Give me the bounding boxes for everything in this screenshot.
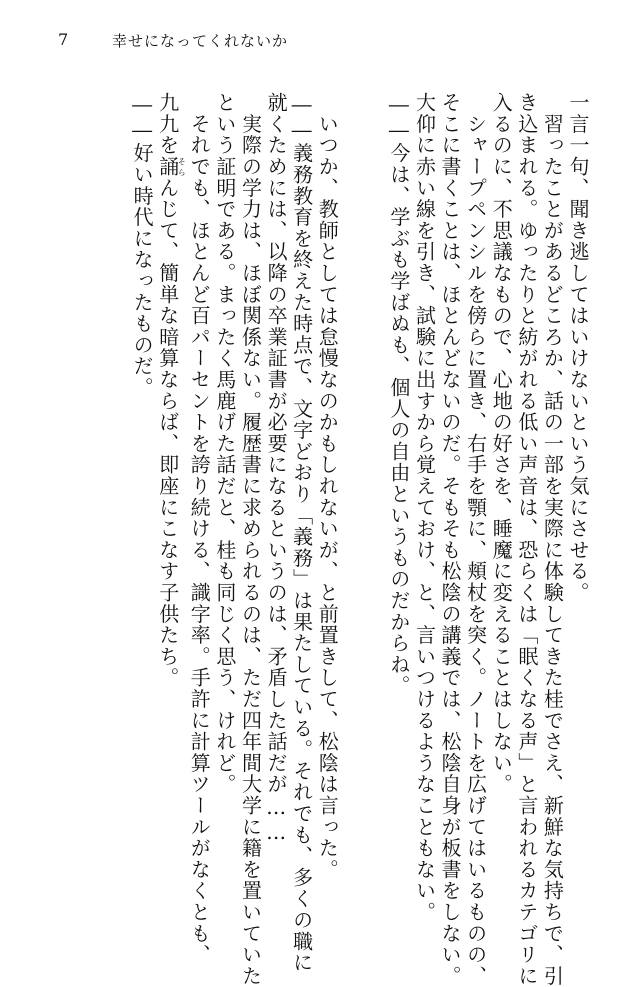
text-column: それでも、ほとんど百パーセントを誇り続ける、識字率。手許に計算ツールがなくとも、 xyxy=(187,92,212,966)
text-fragment: 九九を xyxy=(155,92,180,156)
ruby-reading: そら xyxy=(177,155,187,178)
vertical-text-body xyxy=(129,92,591,987)
text-fragment: んじて、簡単な暗算ならば、即座にこなす子供たち。 xyxy=(155,177,180,689)
text-column xyxy=(154,92,186,872)
text-column: 大仰に赤い線を引き、試験に出すから覚えておけ、と、言いつけるようなこともない。 xyxy=(412,92,437,923)
page-number: 7 xyxy=(58,30,69,49)
text-column: シャープペンシルを傍らに置き、右手を顎に、頬杖を突く。ノートを広げてはいるものの、 xyxy=(463,92,488,987)
text-column: 入るのに、不思議なもので、心地の好さを、睡魔に変えることはしない。 xyxy=(489,92,514,795)
text-column: ――今は、学ぶも学ばぬも、個人の自由というものだからね。 xyxy=(386,92,411,697)
text-column: 一言一句、聞き逃してはいけないという気にさせる。 xyxy=(566,92,590,604)
text-column: いつか、教師としては怠慢なのかもしれないが、と前置きして、松陰は言った。 xyxy=(315,92,340,881)
text-column: 就くためには、以降の卒業証書が必要になるというのは、矛盾した話だが…… xyxy=(264,92,289,846)
text-column: ――好い時代になったものだ。 xyxy=(130,92,155,399)
ruby-annotation xyxy=(155,155,187,178)
text-column: 習ったことがあるどころか、話の一部を実際に体験してきた桂でさえ、新鮮な気持ちで、引 xyxy=(540,92,565,987)
text-column: という証明である。まったく馬鹿げた話だと、桂も同じく思う、けれど。 xyxy=(212,92,237,795)
text-column: 実際の学力は、ほぼ関係ない。履歴書に求められるのは、ただ四年間大学に籍を置いていた xyxy=(238,92,263,987)
ruby-base: 誦 xyxy=(155,155,180,178)
text-column: き込まれる。ゆったりと紡がれる低い声音は、恐らくは「眠くなる声」と言われるカテゴリに xyxy=(514,92,539,987)
text-column: ――義務教育を終えた時点で、文字どおり「義務」は果たしている。それでも、多くの職に xyxy=(289,92,314,974)
running-title: 幸せになってくれないか xyxy=(112,32,289,50)
text-column: そこに書くことは、ほとんどないのだ。そもそも松陰の講義では、松陰自身が板書をしない。 xyxy=(438,92,463,987)
